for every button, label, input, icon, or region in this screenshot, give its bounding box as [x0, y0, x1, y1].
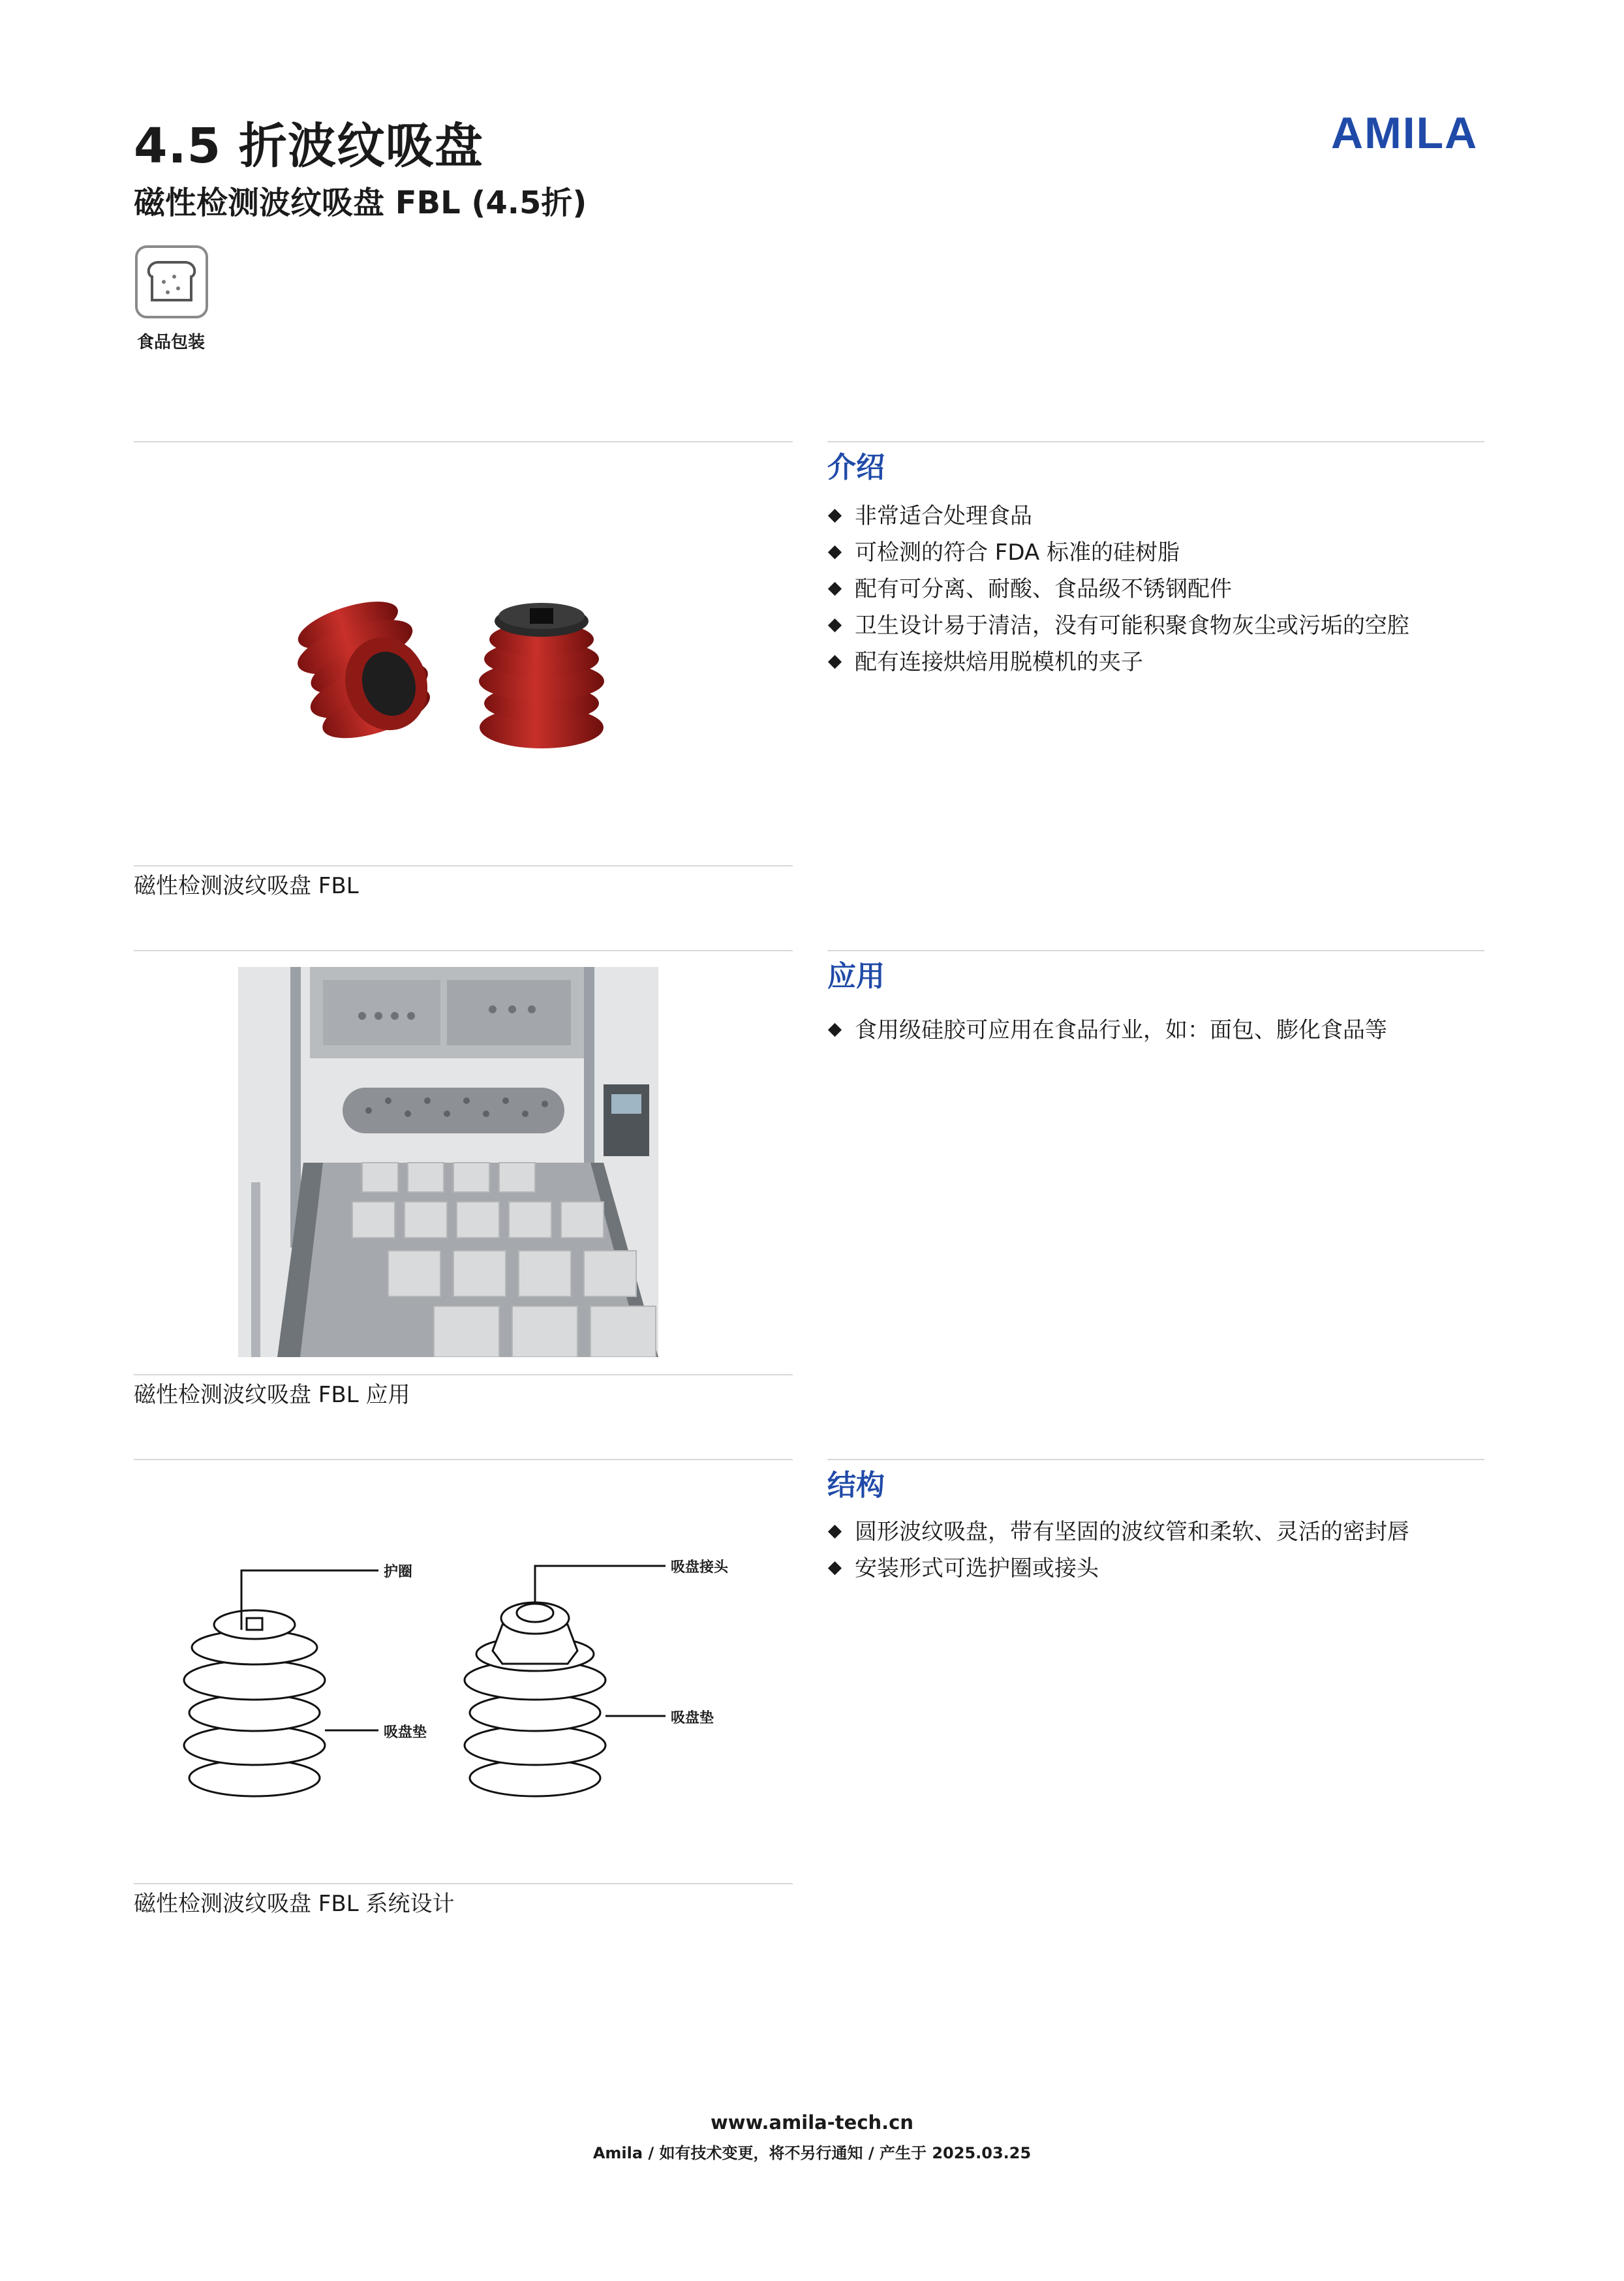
divider [134, 1883, 793, 1884]
page-subtitle: 磁性检测波纹吸盘 FBL (4.5折) [134, 185, 587, 221]
bread-icon [135, 245, 208, 318]
application-photo [238, 967, 658, 1357]
footer-note: Amila / 如有技术变更，将不另行通知 / 产生于 2025.03.25 [592, 2144, 1032, 2162]
diagram-label-pad: 吸盘垫 [671, 1710, 714, 1726]
list-item: 配有连接烘焙用脱模机的夹子 [827, 644, 1409, 681]
footer-url[interactable]: www.amila-tech.cn [710, 2111, 914, 2134]
image-caption: 磁性检测波纹吸盘 FBL [134, 873, 359, 899]
list-item: 安装形式可选护圈或接头 [827, 1550, 1409, 1587]
page-title: 4.5 折波纹吸盘 [134, 118, 483, 174]
diagram-label-connector: 吸盘接头 [671, 1559, 729, 1576]
divider [827, 950, 1484, 951]
system-design-diagram [176, 1553, 737, 1807]
divider [134, 1459, 793, 1460]
list-item: 非常适合处理食品 [827, 498, 1409, 534]
image-caption: 磁性检测波纹吸盘 FBL 应用 [134, 1382, 410, 1408]
divider [134, 865, 793, 866]
structure-bullet-list [827, 1514, 1409, 1587]
list-item: 圆形波纹吸盘，带有坚固的波纹管和柔软、灵活的密封唇 [827, 1514, 1409, 1550]
application-bullet-list [827, 1012, 1387, 1049]
divider [134, 1374, 793, 1375]
section-heading-application: 应用 [827, 960, 885, 993]
list-item: 食用级硅胶可应用在食品行业，如：面包、膨化食品等 [827, 1012, 1387, 1049]
divider [827, 1459, 1484, 1460]
intro-bullet-list [827, 498, 1409, 681]
divider [827, 441, 1484, 442]
list-item: 卫生设计易于清洁，没有可能积聚食物灰尘或污垢的空腔 [827, 607, 1409, 644]
diagram-label-pad: 吸盘垫 [384, 1724, 427, 1741]
divider [134, 441, 793, 442]
divider [134, 950, 793, 951]
section-heading-structure: 结构 [827, 1469, 885, 1502]
icon-label: 食品包装 [137, 333, 206, 352]
list-item: 配有可分离、耐酸、食品级不锈钢配件 [827, 571, 1409, 607]
image-caption: 磁性检测波纹吸盘 FBL 系统设计 [134, 1891, 455, 1917]
section-heading-intro: 介绍 [827, 451, 885, 484]
list-item: 可检测的符合 FDA 标准的硅树脂 [827, 534, 1409, 571]
amila-logo: AMILA [1331, 108, 1478, 158]
diagram-label-retainer: 护圈 [384, 1564, 413, 1580]
product-photo [274, 574, 613, 757]
